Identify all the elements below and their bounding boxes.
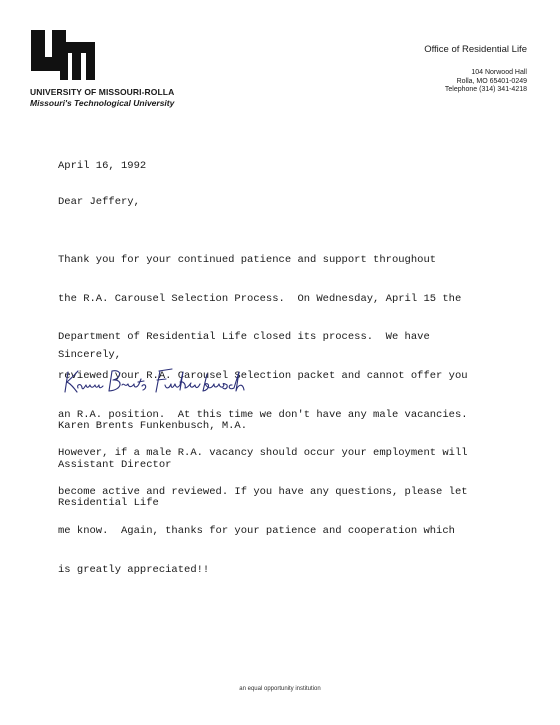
signer-title: Assistant Director bbox=[58, 458, 172, 471]
office-address bbox=[445, 69, 527, 95]
body-line: me know. Again, thanks for your patience and cooperation which bbox=[58, 524, 455, 537]
university-name: UNIVERSITY OF MISSOURI-ROLLA bbox=[30, 87, 175, 97]
body-line: is greatly appreciated!! bbox=[58, 563, 210, 576]
closing: Sincerely, bbox=[58, 349, 122, 361]
letter-date: April 16, 1992 bbox=[58, 160, 147, 172]
body-line: become active and reviewed. If you have any questions, please let bbox=[58, 486, 468, 499]
signer-block bbox=[58, 394, 247, 523]
body-line: However, if a male R.A. vacancy should occur your employment will bbox=[58, 447, 468, 460]
body-line: reviewed your R.A. Carousel Selection packet and cannot offer you bbox=[58, 369, 468, 382]
address-line: 104 Norwood Hall bbox=[471, 69, 527, 76]
footer-note: an equal opportunity institution bbox=[239, 686, 321, 692]
address-line: Rolla, MO 65401-0249 bbox=[456, 77, 527, 85]
handwritten-signature bbox=[62, 366, 274, 396]
body-line: Thank you for your continued patience and support throughout bbox=[58, 253, 437, 266]
office-name: Office of Residential Life bbox=[424, 44, 527, 55]
salutation: Dear Jeffery, bbox=[58, 196, 140, 208]
body-line: the R.A. Carousel Selection Process. On Wednesday, April 15 the bbox=[58, 292, 462, 305]
signer-name: Karen Brents Funkenbusch, M.A. bbox=[58, 419, 248, 432]
address-line: Telephone (314) 341-4218 bbox=[444, 86, 527, 94]
um-monogram-logo-icon bbox=[31, 30, 95, 80]
signer-department: Residential Life bbox=[58, 497, 159, 510]
university-tagline: Missouri's Technological University bbox=[30, 98, 175, 108]
body-line: an R.A. position. At this time we don't have any male vacancies. bbox=[58, 408, 468, 421]
body-line: Department of Residential Life closed its process. We have bbox=[58, 331, 430, 344]
